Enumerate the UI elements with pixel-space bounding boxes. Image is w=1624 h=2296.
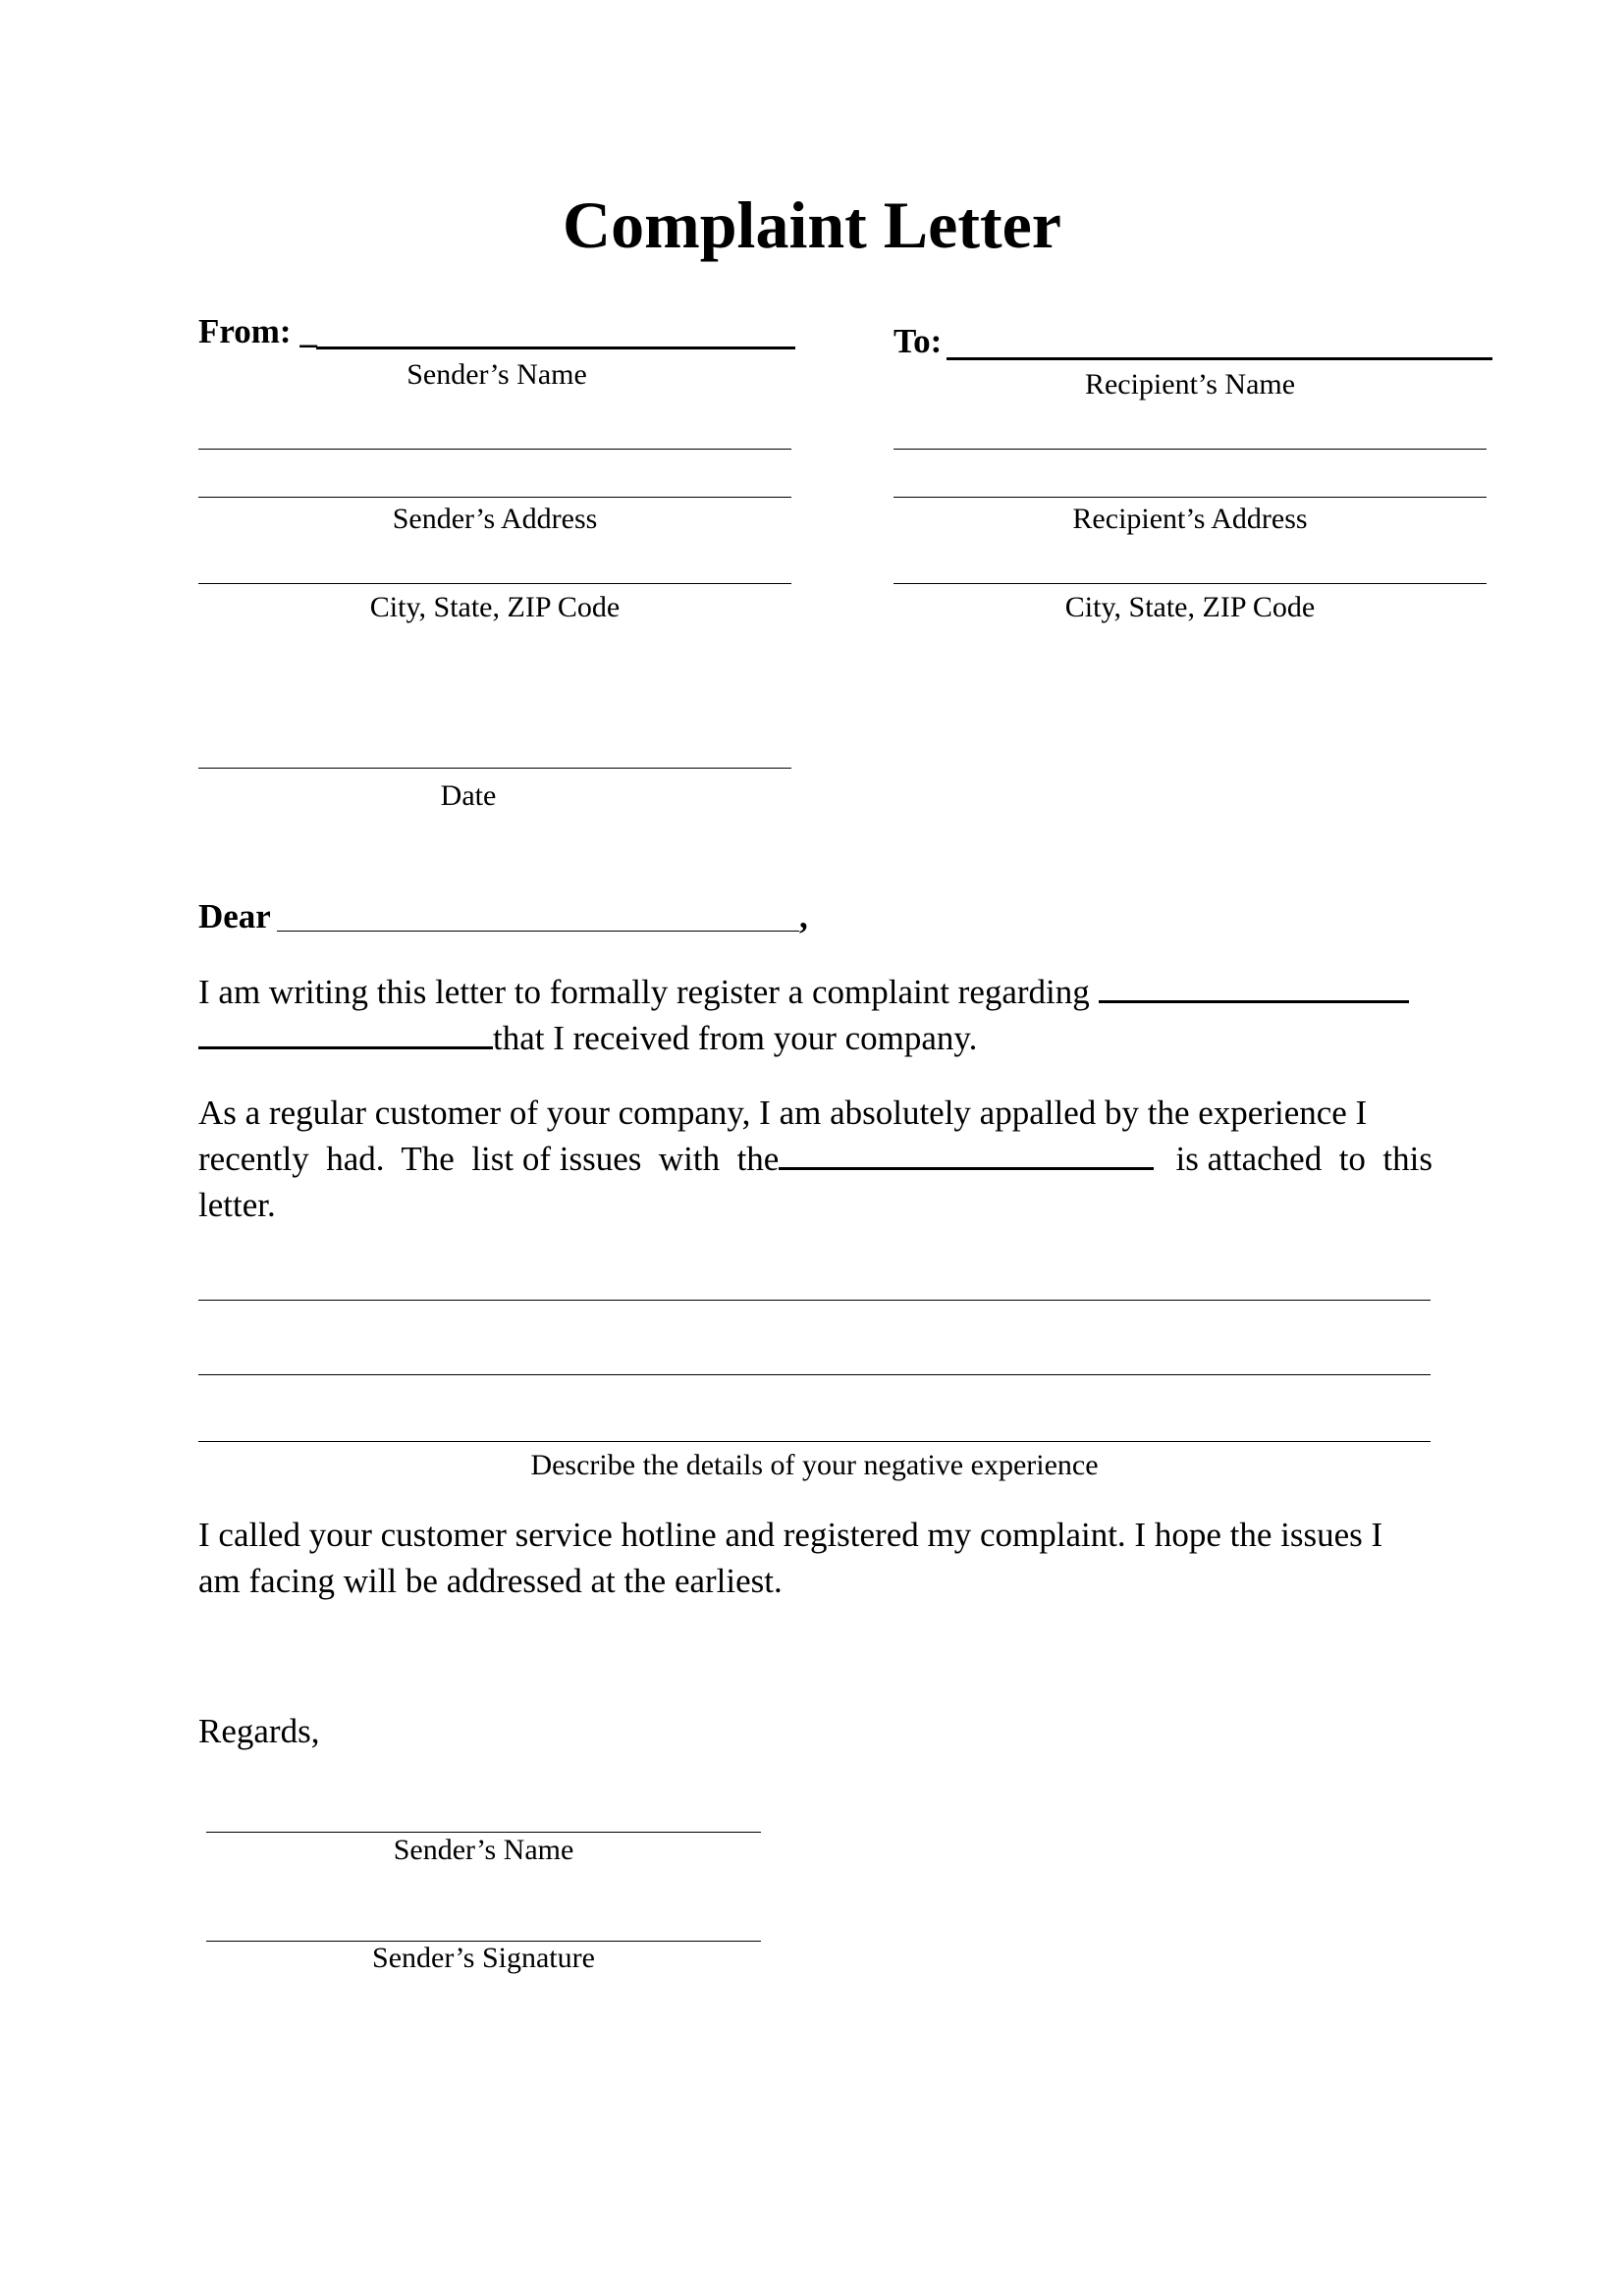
signature-name-caption: Sender’s Name xyxy=(393,1834,574,1866)
sender-address-line-2[interactable] xyxy=(198,497,791,498)
paragraph3-line-2: am facing will be addressed at the earliest. xyxy=(198,1562,783,1600)
to-label: To: xyxy=(893,322,943,360)
details-line-2[interactable] xyxy=(198,1374,1431,1375)
paragraph-experience xyxy=(198,1090,1433,1228)
from-label: From: _ xyxy=(198,312,317,350)
recipient-name-field[interactable] xyxy=(947,357,1492,360)
salutation-label: Dear xyxy=(198,897,271,935)
paragraph-hotline xyxy=(198,1512,1433,1604)
document-title: Complaint Letter xyxy=(562,187,1061,262)
recipient-city-caption: City, State, ZIP Code xyxy=(1064,591,1316,623)
paragraph1-text-before: I am writing this letter to formally register a complaint regarding xyxy=(198,973,1099,1011)
paragraph2-line2-before: recently had. The list of issues with the xyxy=(198,1140,780,1178)
recipient-address-line-2[interactable] xyxy=(893,497,1487,498)
sender-name-caption: Sender’s Name xyxy=(406,358,587,391)
sender-city-line[interactable] xyxy=(198,583,791,584)
recipient-name-caption: Recipient’s Name xyxy=(1084,368,1296,400)
sender-name-field[interactable] xyxy=(316,347,795,349)
salutation-comma: , xyxy=(799,897,808,935)
details-line-3[interactable] xyxy=(198,1441,1431,1442)
paragraph1-text-after: that I received from your company. xyxy=(493,1019,978,1057)
details-line-1[interactable] xyxy=(198,1300,1431,1301)
date-line[interactable] xyxy=(198,768,791,769)
salutation-name-line[interactable] xyxy=(277,931,799,932)
complaint-subject-field-2[interactable] xyxy=(198,1019,493,1049)
paragraph2-line-3: letter. xyxy=(198,1186,276,1224)
recipient-address-caption: Recipient’s Address xyxy=(1072,503,1308,535)
paragraph-complaint-intro xyxy=(198,969,1433,1061)
paragraph2-line-1: As a regular customer of your company, I am absolutely appalled by the experience I xyxy=(198,1094,1368,1132)
paragraph3-line-1: I called your customer service hotline and registered my complaint. I hope the issues I xyxy=(198,1516,1383,1554)
date-caption: Date xyxy=(440,779,497,812)
sender-city-caption: City, State, ZIP Code xyxy=(369,591,621,623)
paragraph2-line2-after: is attached to this xyxy=(1175,1140,1433,1178)
closing-text: Regards, xyxy=(198,1712,320,1750)
signature-caption: Sender’s Signature xyxy=(372,1942,595,1974)
details-caption: Describe the details of your negative experience xyxy=(530,1449,1099,1481)
paragraph2-line-2 xyxy=(198,1136,1433,1182)
recipient-city-line[interactable] xyxy=(893,583,1487,584)
complaint-subject-field-1[interactable] xyxy=(1099,973,1409,1003)
sender-address-line-1[interactable] xyxy=(198,449,791,450)
sender-address-caption: Sender’s Address xyxy=(392,503,598,535)
recipient-address-line-1[interactable] xyxy=(893,449,1487,450)
signature-name-line[interactable] xyxy=(206,1832,761,1833)
product-service-field[interactable] xyxy=(779,1140,1154,1170)
